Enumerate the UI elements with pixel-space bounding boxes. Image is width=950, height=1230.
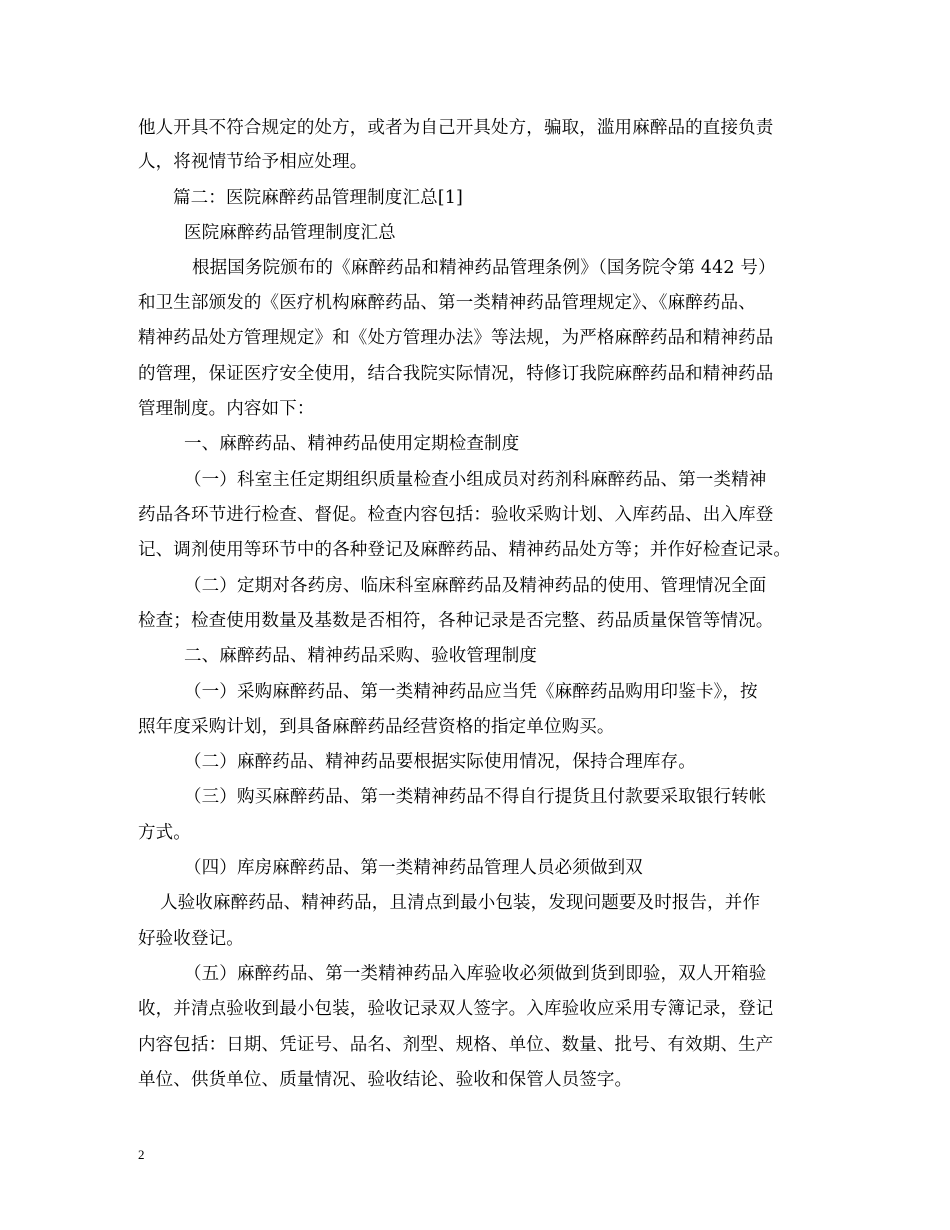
text-line: 记、调剂使用等环节中的各种登记及麻醉药品、精神药品处方等；并作好检查记录。 xyxy=(138,540,792,560)
text-line: 根据国务院颁布的《麻醉药品和精神药品管理条例》（国务院令第 442 号） xyxy=(192,258,776,278)
section-heading: 一、麻醉药品、精神药品使用定期检查制度 xyxy=(184,434,520,454)
text-line: 好验收登记。 xyxy=(138,929,244,949)
text-line: （一）科室主任定期组织质量检查小组成员对药剂科麻醉药品、第一类精神 xyxy=(184,470,767,490)
text-line: 药品各环节进行检查、督促。检查内容包括：验收采购计划、入库药品、出入库登 xyxy=(138,505,774,525)
text-line: 单位、供货单位、质量情况、验收结论、验收和保管人员签字。 xyxy=(138,1070,633,1090)
text-line: 检查；检查使用数量及基数是否相符，各种记录是否完整、药品质量保管等情况。 xyxy=(138,611,774,631)
text-line: 方式。 xyxy=(138,823,191,843)
text-line: （四）库房麻醉药品、第一类精神药品管理人员必须做到双 xyxy=(184,858,643,878)
text-line: 人，将视情节给予相应处理。 xyxy=(138,152,368,172)
text-line: （三）购买麻醉药品、第一类精神药品不得自行提货且付款要采取银行转帐 xyxy=(184,787,767,807)
text-line: 照年度采购计划，到具备麻醉药品经营资格的指定单位购买。 xyxy=(138,717,615,737)
text-line: 人验收麻醉药品、精神药品，且清点到最小包装，发现问题要及时报告，并作 xyxy=(160,893,761,913)
text-line: 精神药品处方管理规定》和《处方管理办法》等法规，为严格麻醉药品和精神药品 xyxy=(138,328,774,348)
text-line: （二）定期对各药房、临床科室麻醉药品及精神药品的使用、管理情况全面 xyxy=(184,576,767,596)
page-number: 2 xyxy=(138,1147,145,1162)
text-line: （二）麻醉药品、精神药品要根据实际使用情况，保持合理库存。 xyxy=(184,752,696,772)
text-line: 他人开具不符合规定的处方，或者为自己开具处方，骗取，滥用麻醉品的直接负责 xyxy=(138,118,774,138)
text-line: 内容包括：日期、凭证号、品名、剂型、规格、单位、数量、批号、有效期、生产 xyxy=(138,1035,774,1055)
text-line: （一）采购麻醉药品、第一类精神药品应当凭《麻醉药品购用印鉴卡》，按 xyxy=(184,682,758,702)
text-line: 收，并清点验收到最小包装，验收记录双人签字。入库验收应采用专簿记录，登记 xyxy=(138,999,774,1019)
text-line: 的管理，保证医疗安全使用，结合我院实际情况，特修订我院麻醉药品和精神药品 xyxy=(138,364,774,384)
section-heading: 二、麻醉药品、精神药品采购、验收管理制度 xyxy=(184,646,537,666)
text-line: 和卫生部颁发的《医疗机构麻醉药品、第一类精神药品管理规定》、《麻醉药品、 xyxy=(138,293,756,313)
section-heading: 篇二：医院麻醉药品管理制度汇总[1] xyxy=(173,188,463,208)
text-line: （五）麻醉药品、第一类精神药品入库验收必须做到货到即验，双人开箱验 xyxy=(184,964,767,984)
text-line: 管理制度。内容如下： xyxy=(138,399,315,419)
document-title: 医院麻醉药品管理制度汇总 xyxy=(184,223,396,243)
